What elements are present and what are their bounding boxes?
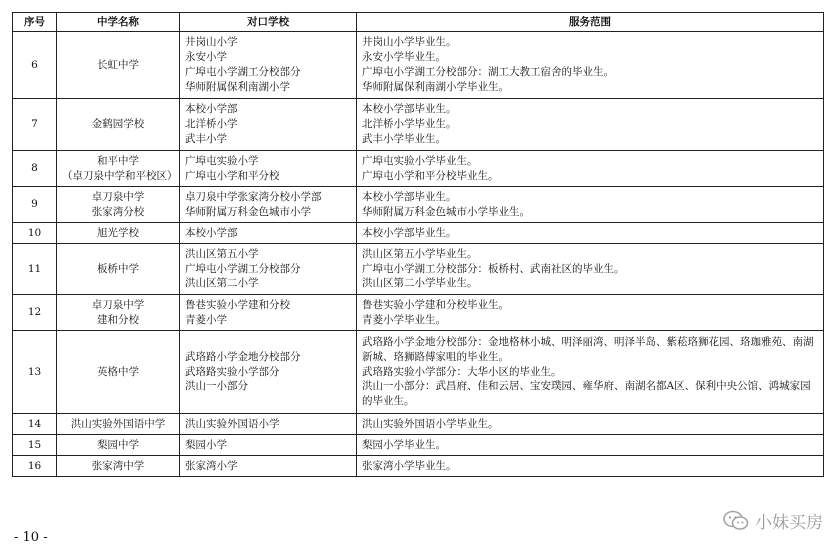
service-scope — [357, 151, 824, 187]
service-scope — [357, 99, 824, 151]
primary-school-line: 洪山区第五小学 — [185, 247, 259, 260]
row-index: 8 — [13, 151, 57, 187]
paired-primary-schools — [180, 435, 357, 456]
scope-line: 广埠屯小学湖工分校部分：湖工大教工宿舍的毕业生。 — [362, 66, 614, 78]
scope-line: 张家湾小学毕业生。 — [362, 459, 457, 472]
primary-school-line: 张家湾小学 — [185, 459, 238, 472]
table-row — [13, 414, 824, 435]
paired-primary-schools — [180, 456, 357, 477]
scope-line: 鲁巷实验小学建和分校毕业生。 — [362, 298, 509, 311]
primary-school-line: 卓刀泉中学张家湾分校小学部 — [185, 190, 322, 203]
table-row — [13, 32, 824, 99]
primary-school-line: 洪山区第二小学 — [185, 277, 259, 290]
middle-school-name — [57, 32, 180, 99]
school-name-line: 建和分校 — [97, 313, 139, 326]
service-scope — [357, 32, 824, 99]
paired-primary-schools — [180, 331, 357, 414]
scope-line: 广埠屯小学和平分校毕业生。 — [362, 169, 499, 182]
school-name-line: 长虹中学 — [97, 58, 139, 71]
school-name-line: 卓刀泉中学 — [91, 190, 145, 203]
scope-line: 梨园小学毕业生。 — [362, 438, 446, 451]
service-scope — [357, 244, 824, 295]
scope-line: 本校小学部毕业生。 — [362, 190, 457, 203]
primary-school-line: 武丰小学 — [185, 132, 227, 145]
school-name-line: 张家湾中学 — [91, 459, 145, 472]
table-row — [13, 187, 824, 223]
primary-school-line: 华师附属保利南湖小学 — [185, 80, 290, 93]
scope-line: 本校小学部毕业生。 — [362, 103, 457, 116]
primary-school-line: 永安小学 — [185, 51, 227, 64]
primary-school-line: 广埠屯实验小学 — [185, 154, 259, 167]
middle-school-name — [57, 435, 180, 456]
service-scope — [357, 223, 824, 244]
row-index: 7 — [13, 99, 57, 151]
table-row — [13, 151, 824, 187]
primary-school-line: 洪山实验外国语小学 — [185, 417, 280, 430]
middle-school-name — [57, 151, 180, 187]
middle-school-name — [57, 244, 180, 295]
school-name-line: 卓刀泉中学 — [91, 298, 145, 311]
header-paired-school: 对口学校 — [180, 13, 357, 32]
header-index: 序号 — [13, 13, 57, 32]
row-index: 13 — [13, 331, 57, 414]
paired-primary-schools — [180, 151, 357, 187]
middle-school-name — [57, 295, 180, 331]
table-row — [13, 223, 824, 244]
table-row — [13, 99, 824, 151]
paired-primary-schools — [180, 414, 357, 435]
row-index: 9 — [13, 187, 57, 223]
scope-line: 洪山区第二小学毕业生。 — [362, 277, 478, 290]
primary-school-line: 梨园小学 — [185, 438, 227, 451]
primary-school-line: 青菱小学 — [185, 313, 227, 326]
table-row — [13, 244, 824, 295]
paired-primary-schools — [180, 244, 357, 295]
row-index: 11 — [13, 244, 57, 295]
paired-primary-schools — [180, 99, 357, 151]
school-name-line: 和平中学 — [97, 154, 139, 167]
scope-line: 北洋桥小学毕业生。 — [362, 118, 457, 131]
school-name-line: 板桥中学 — [97, 262, 139, 275]
school-name-line: 张家湾分校 — [91, 205, 145, 218]
scope-line: 武丰小学毕业生。 — [362, 132, 446, 145]
scope-line: 武珞路小学金地分校部分：金地格林小城、明泽丽湾、明泽半岛、紫菘珞狮花园、珞珈雅苑、南湖新城、珞狮路傅家咀的毕业生。 — [362, 336, 814, 363]
watermark-text: 小妹买房 — [755, 513, 823, 533]
scope-line: 本校小学部毕业生。 — [362, 226, 457, 239]
school-name-line: 金鹤园学校 — [91, 118, 145, 131]
row-index: 6 — [13, 32, 57, 99]
paired-primary-schools — [180, 295, 357, 331]
service-scope — [357, 456, 824, 477]
table-row — [13, 456, 824, 477]
school-name-line: 梨园中学 — [97, 438, 139, 451]
paired-primary-schools — [180, 223, 357, 244]
middle-school-name — [57, 456, 180, 477]
scope-line: 华师附属保利南湖小学毕业生。 — [362, 80, 509, 93]
school-name-line: 旭光学校 — [97, 226, 139, 239]
primary-school-line: 华师附属万科金色城市小学 — [185, 205, 311, 218]
scope-line: 广埠屯小学湖工分校部分：板桥村、武南社区的毕业生。 — [362, 262, 625, 275]
table-row — [13, 331, 824, 414]
school-name-line: 洪山实验外国语中学 — [70, 417, 166, 430]
scope-line: 永安小学毕业生。 — [362, 51, 446, 64]
row-index: 10 — [13, 223, 57, 244]
table-row — [13, 435, 824, 456]
row-index: 14 — [13, 414, 57, 435]
service-scope — [357, 331, 824, 414]
row-index: 12 — [13, 295, 57, 331]
school-name-line: 英格中学 — [97, 365, 139, 378]
scope-line: 洪山实验外国语小学毕业生。 — [362, 417, 499, 430]
school-zoning-table — [12, 12, 824, 477]
primary-school-line: 广埠屯小学湖工分校部分 — [185, 66, 301, 78]
primary-school-line: 北洋桥小学 — [185, 118, 238, 131]
paired-primary-schools — [180, 32, 357, 99]
primary-school-line: 广埠屯小学湖工分校部分 — [185, 262, 301, 275]
middle-school-name — [57, 223, 180, 244]
scope-line: 广埠屯实验小学毕业生。 — [362, 154, 478, 167]
middle-school-name — [57, 99, 180, 151]
service-scope — [357, 414, 824, 435]
primary-school-line: 鲁巷实验小学建和分校 — [185, 298, 290, 311]
service-scope — [357, 187, 824, 223]
scope-line: 洪山区第五小学毕业生。 — [362, 247, 478, 260]
primary-school-line: 本校小学部 — [185, 103, 238, 116]
middle-school-name — [57, 187, 180, 223]
paired-primary-schools — [180, 187, 357, 223]
table-body — [13, 32, 824, 477]
primary-school-line: 井岗山小学 — [185, 36, 238, 49]
table-row — [13, 295, 824, 331]
wechat-icon — [723, 510, 749, 532]
primary-school-line: 广埠屯小学和平分校 — [185, 169, 280, 182]
service-scope — [357, 295, 824, 331]
scope-line: 武珞路实验小学部分：大华小区的毕业生。 — [362, 365, 562, 378]
watermark — [723, 508, 823, 533]
scope-line: 洪山一小部分：武昌府、佳和云居、宝安璞园、雍华府、南湖名都A区、保利中央公馆、鸿城家园的毕业生。 — [362, 380, 811, 408]
school-name-line: （卓刀泉中学和平校区） — [62, 169, 178, 182]
service-scope — [357, 435, 824, 456]
row-index: 16 — [13, 456, 57, 477]
primary-school-line: 洪山一小部分 — [185, 380, 248, 393]
page-number: - 10 - — [14, 530, 48, 545]
row-index: 15 — [13, 435, 57, 456]
header-middle-school: 中学名称 — [57, 13, 180, 32]
header-service-scope: 服务范围 — [357, 13, 824, 32]
table-header-row — [13, 13, 824, 32]
primary-school-line: 本校小学部 — [185, 226, 238, 239]
primary-school-line: 武珞路小学金地分校部分 — [185, 350, 301, 363]
scope-line: 青菱小学毕业生。 — [362, 313, 446, 326]
middle-school-name — [57, 414, 180, 435]
scope-line: 华师附属万科金色城市小学毕业生。 — [362, 205, 530, 218]
middle-school-name — [57, 331, 180, 414]
scope-line: 井岗山小学毕业生。 — [362, 36, 457, 49]
primary-school-line: 武珞路实验小学部分 — [185, 365, 280, 378]
